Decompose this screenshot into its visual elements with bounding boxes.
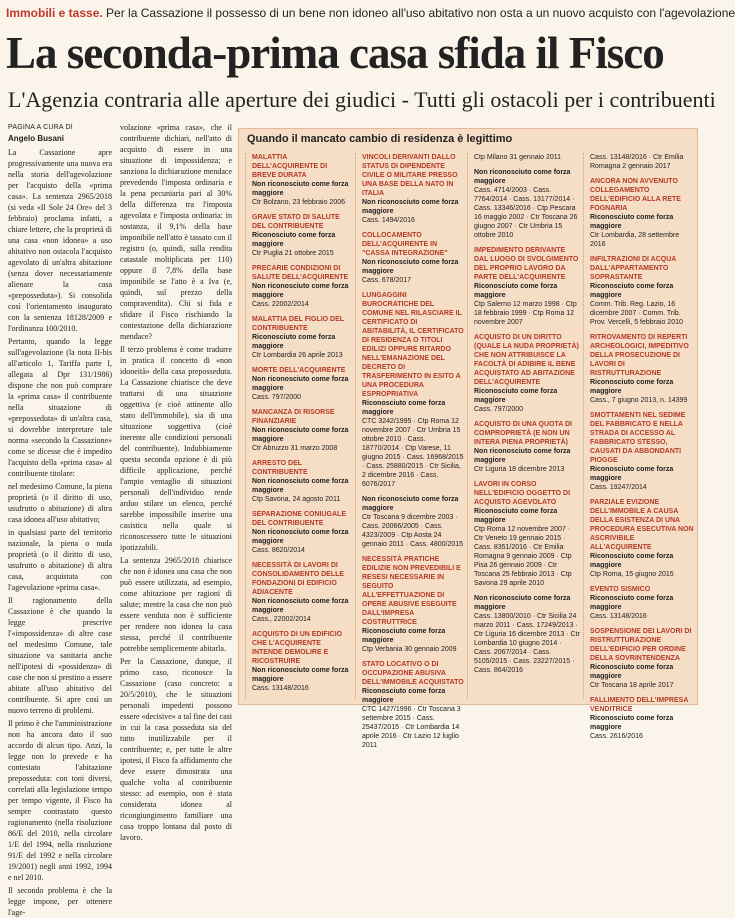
ruling-title: MALATTIA DEL FIGLIO DEL CONTRIBUENTE [252, 316, 344, 332]
ruling-title: SEPARAZIONE CONIUGALE DEL CONTRIBUENTE [252, 511, 346, 527]
kicker-tag: Immobili e tasse. [6, 6, 103, 20]
ruling-entry [474, 594, 580, 675]
ruling-entry [252, 264, 352, 309]
ruling-references: Cass. 13148/2016 [252, 685, 309, 692]
ruling-title: EVENTO SISMICO [590, 586, 651, 593]
ruling-entry [362, 495, 464, 549]
ruling-references: Ctp Savona, 24 agosto 2011 [252, 496, 341, 503]
ruling-entry [590, 498, 694, 579]
ruling-entry [474, 153, 580, 162]
ruling-entry [252, 561, 352, 624]
ruling-references: Cass. 13800/2010 · Ctr Sicilia 24 marzo 2011 · Cass. 17249/2013 · Ctr Liguria 16 dicembre 2013 · Ctr Lombardia 10 giugno 2014 · Cass. 2067/2014 · Cass. 5105/2015 · Cass. 23227/2015 · Cass. 864/2016 [474, 613, 580, 674]
ruling-outcome: Riconosciuto come forza maggiore [362, 400, 446, 416]
ruling-title: ARRESTO DEL CONTRIBUENTE [252, 460, 308, 476]
headline: La seconda-prima casa sfida il Fisco [6, 28, 664, 78]
box-column [467, 153, 580, 699]
ruling-outcome: Riconosciuto come forza maggiore [362, 628, 446, 644]
ruling-outcome: Riconosciuto come forza maggiore [590, 283, 674, 299]
ruling-references: Ctr Lombardia 26 aprile 2013 [252, 352, 343, 359]
ruling-entry [252, 213, 352, 258]
ruling-references: Cass. 19247/2014 [590, 484, 647, 491]
ruling-outcome: Non riconosciuto come forza maggiore [362, 199, 459, 215]
ruling-outcome: Riconosciuto come forza maggiore [590, 553, 674, 569]
ruling-title: ACQUISTO DI UN EDIFICIO CHE L'ACQUIRENTE INTENDE DEMOLIRE E RICOSTRUIRE [252, 631, 343, 665]
article-paragraph: La Cassazione apre progressivamente una nuova era nella storia dell'agevolazione per l'acquisto della «prima casa». La sentenza 2965/2018 (si veda «Il Sole 24 Ore» del 3 febbraio) proclama infatti, a chiare lettere, che la proprietà di una casa «non idonea» a uso abitativo non ostacola l'acquisto agevolato di un'altra abitazione (senza dover necessariamente alienare la casa «preposseduta»). Si consolida così l'orientamento inaugurato con la sentenza 18128/2009 e l'ordinanza 100/2010. [8, 148, 112, 333]
ruling-title: NECESSITÀ PRATICHE EDILIZIE NON PREVEDIBILI E RESESI NECESSARIE IN SEGUITO ALL'EFFETTUAZIONE DI OPERE ABUSIVE ESEGUITE DALL'IMPRESA COSTRUTTRICE [362, 556, 461, 626]
ruling-title: RITROVAMENTO DI REPERTI ARCHEOLOGICI, IMPEDITIVO DELLA PROSECUZIONE DI LAVORI DI RISTRUTTURAZIONE [590, 334, 689, 377]
ruling-references: CTC 1427/1996 · Ctr Toscana 3 settembre 2015 · Cass. 25437/2015 · Ctr Lombardia 14 aprile 2016 · Ctr Lazio 12 luglio 2011 [362, 706, 461, 749]
ruling-outcome: Riconosciuto come forza maggiore [590, 214, 674, 230]
ruling-title: PARZIALE EVIZIONE DELL'IMMOBILE A CAUSA DELLA ESISTENZA DI UNA PROCEDURA ESECUTIVA NON ASCRIVIBILE ALL'ACQUIRENTE [590, 499, 694, 551]
ruling-outcome: Non riconosciuto come forza maggiore [252, 667, 349, 683]
ruling-title: ACQUISTO DI UN DIRITTO (QUALE LA NUDA PROPRIETÀ) CHE NON ATTRIBUISCE LA FACOLTÀ DI ADIBIRE IL BENE ACQUISTATO AD ABITAZIONE DELL'ACQUIRENTE [474, 334, 579, 386]
ruling-entry [252, 408, 352, 453]
ruling-references: Cass. 4714/2003 · Cass. 7764/2014 · Cass. 13177/2014 · Cass. 13346/2016 · Ctp Pescara 16 maggio 2002 · Ctr Toscana 26 giugno 2007 · Ctr Umbria 15 ottobre 2010 [474, 187, 578, 239]
ruling-title: VINCOLI DERIVANTI DALLO STATUS DI DIPENDENTE CIVILE O MILITARE PRESSO UNA BASE DELLA NATO IN ITALIA [362, 154, 458, 197]
ruling-outcome: Riconosciuto come forza maggiore [252, 232, 336, 248]
ruling-outcome: Non riconosciuto come forza maggiore [362, 259, 459, 275]
box-column [245, 153, 352, 699]
ruling-entry [590, 696, 694, 741]
sidebar-box [238, 128, 698, 749]
article-paragraph: Il primo è che l'amministrazione non ha ancora dato il suo accordo di alcun tipo. Anzi, la legge non lo prevede e ha contestato l'abitazione preposseduta: con toni diversi, correlati alla legislazione tempo per tempo vigente, il Fisco ha sempre contrastato questo ragionamento (nella risoluzione 86/E del 2010, nella circolare 1/E del 1994, nella risoluzione 91/E del 1992 e nella circolare 19/2001) negli anni 1992, 1994 e nel 2010. [8, 719, 112, 882]
article-paragraph: nel medesimo Comune, la piena proprietà (o il diritto di uso, usufrutto o abitazione) di altra casa idonea all'uso abitativo; [8, 482, 112, 524]
ruling-title: SOSPENSIONE DEI LAVORI DI RISTRUTTURAZIONE DELL'EDIFICIO PER ORDINE DELLA SOVRINTENDENZA [590, 628, 692, 662]
ruling-title: SMOTTAMENTI NEL SEDIME DEL FABBRICATO E NELLA STRADA DI ACCESSO AL FABBRICATO STESSO, CAUSATI DA ABBONDANTI PIOGGE [590, 412, 686, 464]
ruling-references: Ctp Roma, 15 giugno 2015 [590, 571, 674, 578]
ruling-outcome: Riconosciuto come forza maggiore [474, 388, 558, 404]
ruling-references: Cass. 1494/2016 [362, 217, 415, 224]
ruling-title: COLLOCAMENTO DELL'ACQUIRENTE IN "CASSA INTEGRAZIONE" [362, 232, 448, 257]
ruling-outcome: Riconosciuto come forza maggiore [474, 283, 558, 299]
ruling-references: Ctr Puglia 21 ottobre 2015 [252, 250, 334, 257]
ruling-references: Ctr Toscana 9 dicembre 2003 · Cass. 20066/2005 · Cass. 4323/2009 · Ctp Aosta 24 gennaio 2011 · Cass. 4800/2015 [362, 514, 464, 548]
ruling-title: PRECARIE CONDIZIONI DI SALUTE DELL'ACQUIRENTE [252, 265, 349, 281]
ruling-references: Cass., 7 giugno 2013, n. 14399 [590, 397, 688, 404]
ruling-title: ACQUISTO DI UNA QUOTA DI COMPROPRIETÀ (E NON UN INTERA PIENA PROPRIETÀ) [474, 421, 572, 446]
ruling-entry [590, 585, 694, 621]
ruling-outcome: Riconosciuto come forza maggiore [590, 379, 674, 395]
ruling-outcome: Non riconosciuto come forza maggiore [474, 595, 571, 611]
ruling-references: Ctr Lombardia, 28 settembre 2016 [590, 232, 680, 248]
subhead: L'Agenzia contraria alle aperture dei giudici - Tutti gli ostacoli per i contribuenti [8, 87, 716, 112]
ruling-references: Comm. Trib. Reg. Lazio, 16 dicembre 2007 · Comm. Trib. Prov. Vercelli, 5 febbraio 2010 [590, 301, 683, 326]
ruling-outcome: Non riconosciuto come forza maggiore [474, 448, 571, 464]
ruling-entry [252, 630, 352, 693]
box-title: Quando il mancato cambio di residenza è legittimo [247, 133, 513, 145]
ruling-title: NECESSITÀ DI LAVORI DI CONSOLIDAMENTO DELLE FONDAZIONI DI EDIFICIO ADIACENTE [252, 562, 345, 596]
ruling-entry [590, 153, 694, 171]
article-column-1 [8, 122, 112, 917]
ruling-outcome: Riconosciuto come forza maggiore [362, 688, 446, 704]
ruling-entry [252, 315, 352, 360]
ruling-references: Cass. 8620/2014 [252, 547, 305, 554]
ruling-references: Cass. 13148/2016 [590, 613, 647, 620]
ruling-title: MORTE DELL'ACQUIRENTE [252, 367, 346, 374]
ruling-entry [474, 333, 580, 414]
box-column [583, 153, 694, 740]
ruling-references: Ctr Bolzano, 23 febbraio 2006 [252, 199, 346, 206]
ruling-references: Cass., 22002/2014 [252, 616, 311, 623]
ruling-references: Ctp Verbania 30 gennaio 2009 [362, 646, 457, 653]
article-text-1 [8, 147, 112, 918]
ruling-outcome: Riconosciuto come forza maggiore [474, 508, 558, 524]
ruling-outcome: Non riconosciuto come forza maggiore [252, 529, 349, 545]
ruling-title: GRAVE STATO DI SALUTE DEL CONTRIBUENTE [252, 214, 340, 230]
article-paragraph: volazione «prima casa», che il contribuente dichiari, nell'atto di acquisto di essere in una situazione di impossidenza; e sanziona la dichiarazione mendace prevedendo l'imposta ordinaria e la pena pecuniaria pari al 30% della differenza tra l'imposta agevolata e l'imposta ordinaria: in sostanza, il 9,1% della base imponibile nell'atto è tassato con il registro (o, quindi, sulla rendita catastale moltiplicata per 110) oppure il 7,8% della base imponibile se l'atto è a Iva (e, quindi, sul prezzo della compravendita). Chi si fida e sfidare il Fisco rischiando la contestazione della dichiarazione mendace? [120, 123, 232, 341]
ruling-references: Ctr Liguria 18 dicembre 2013 [474, 466, 565, 473]
ruling-entry [252, 459, 352, 504]
ruling-outcome: Riconosciuto come forza maggiore [590, 664, 674, 680]
article-paragraph: Il terzo problema è come tradurre in pratica il concetto di «non idoneità» della casa preposseduta. La Cassazione chiarisce che deve trattarsi di una situazione oggettiva (e cioè attinente allo stato dell'immobile), sia di una situazione soggettiva (cioè inerente alle condizioni personali del contribuente). Indubbiamente questa seconda opzione è di più difficile applicazione, perché l'ampio ventaglio di situazioni personali dell'individuo rende arduo stilare un elenco, perché sarebbe impossibile inserire una casistica nella quale si riconoscessero tutte le situazioni ipotizzabili. [120, 345, 232, 552]
ruling-entry [252, 510, 352, 555]
ruling-entry [252, 153, 352, 207]
ruling-references: Cass. 797/2000 [474, 406, 524, 413]
ruling-outcome: Non riconosciuto come forza maggiore [252, 598, 349, 614]
article-paragraph: Per la Cassazione, dunque, il primo caso, riconosce la Cassazione (caso concreto: a 20/5/2010), che le situazioni personali impedenti possono essere «decisive» a tal fine dei casi in cui la casa posseduta sia del tutto inutilizzabile per il contribuente; e, per tutte le altre ipotesi, il Fisco fa affidamento che deve essere dimostrata una qualche volta al contribuente stesso: ad esempio, non è stata considerata idonea al ricongiungimento familiare una casa troppo lontana dal posto di lavoro. [120, 657, 232, 842]
ruling-outcome: Non riconosciuto come forza maggiore [252, 478, 349, 494]
ruling-references: Ctp Salerno 12 marzo 1998 · Ctp 18 febbraio 1999 · Ctp Roma 12 novembre 2007 [474, 301, 577, 326]
ruling-entry [362, 231, 464, 285]
ruling-entry [362, 291, 464, 489]
ruling-title: MALATTIA DELL'ACQUIRENTE DI BREVE DURATA [252, 154, 328, 179]
ruling-outcome: Riconosciuto come forza maggiore [590, 595, 674, 611]
byline-label: PAGINA A CURA DI [8, 124, 73, 131]
byline-name: Angelo Busani [8, 134, 65, 143]
ruling-entry [590, 627, 694, 690]
kicker [6, 6, 735, 20]
ruling-references: Cass. 13148/2016 · Ctr Emilia Romagna 2 gennaio 2017 [590, 154, 684, 170]
article-paragraph: Il secondo problema è che la legge impone, per ottenere l'age- [8, 886, 112, 917]
article-column-2 [120, 122, 232, 842]
ruling-entry [362, 153, 464, 225]
ruling-entry [590, 333, 694, 405]
ruling-references: Cass. 797/2000 [252, 394, 302, 401]
ruling-title: STATO LOCATIVO O DI OCCUPAZIONE ABUSIVA DELL'IMMOBILE ACQUISTATO [362, 661, 464, 686]
ruling-title: FALLIMENTO DELL'IMPRESA VENDITRICE [590, 697, 689, 713]
article-paragraph: Pertanto, quando la legge sull'agevolazione (la nota II-bis all'articolo 1, Tariffa parte I, allegata al Dpr 131/1986) dispone che non può comprare la «prima casa» il contribuente nella situazione di «preposseduta» di un'altra casa, si dovrebbe interpretare tale norma «secondo la Cassazione» come se dicesse che è impedito l'acquisto della «prima casa» al contribuente titolare: [8, 337, 112, 478]
ruling-outcome: Non riconosciuto come forza maggiore [252, 376, 349, 392]
article-paragraph: Il ragionamento della Cassazione è che quando la legge prescrive l'«impossidenza» di altre case nel medesimo Comune, tale situazione va sanitaria anche nell'ipotesi di «possidenza» di case che non si prestino a essere abitate all'uso abitativo del contribuente. Si apre così un nuovo terreno di problemi. [8, 596, 112, 715]
ruling-outcome: Riconosciuto come forza maggiore [252, 334, 336, 350]
ruling-references: Ctr Abruzzo 31 marzo 2008 [252, 445, 338, 452]
article-paragraph: in qualsiasi parte del territorio nazionale, la piena o nuda proprietà (o il diritto di uso, usufrutto o abitazione) di altra casa, acquistata con l'agevolazione «prima casa». [8, 528, 112, 592]
ruling-entry [590, 255, 694, 327]
ruling-entry [590, 411, 694, 492]
ruling-references: Cass. 2616/2016 [590, 733, 643, 740]
ruling-title: MANCANZA DI RISORSE FINANZIARIE [252, 409, 335, 425]
ruling-references: Ctp Milano 31 gennaio 2011 [474, 154, 562, 161]
ruling-entry [474, 480, 580, 588]
ruling-outcome: Non riconosciuto come forza maggiore [252, 181, 349, 197]
ruling-title: INFILTRAZIONI DI ACQUA DALL'APPARTAMENTO SOPRASTANTE [590, 256, 677, 281]
ruling-outcome: Non riconosciuto come forza maggiore [252, 283, 349, 299]
ruling-references: Ctp Roma 12 novembre 2007 · Ctr Veneto 19 gennaio 2015 · Cass. 8351/2016 · Ctr Emilia Romagna 9 gennaio 2009 · Ctp Pisa 26 gennaio 2009 · Ctr Toscana 25 febbraio 2013 · Ctp Savona 29 aprile 2010 [474, 526, 572, 587]
ruling-references: Cass. 678/2017 [362, 277, 412, 284]
ruling-entry [362, 660, 464, 750]
ruling-entry [590, 177, 694, 249]
ruling-title: LUNGAGGINI BUROCRATICHE DEL COMUNE NEL RILASCIARE IL CERTIFICATO DI ABITABILITÀ, IL CERTIFICATO DI RESIDENZA O TITOLI EDILIZI OPPURE RITARDO NELL'EMANAZIONE DEL DECRETO DI TRASFERIMENTO IN ESITO A UNA PROCEDURA ESPROPRIATIVA [362, 292, 464, 398]
ruling-entry [474, 420, 580, 474]
box-column [355, 153, 464, 749]
ruling-references: CTC 3242/1995 · Ctp Roma 12 novembre 2007 · Ctr Umbria 15 ottobre 2010 · Cass. 18770/2014 · Ctp Varese, 11 giugno 2015 · Cass. 16968/2015 · Cass. 25880/2015 · Ctr Sicilia, 2 dicembre 2016 · Cass. 6076/2017 [362, 418, 464, 488]
ruling-outcome: Riconosciuto come forza maggiore [590, 715, 674, 731]
ruling-entry [252, 366, 352, 402]
ruling-outcome: Riconosciuto come forza maggiore [590, 466, 674, 482]
ruling-outcome: Non riconosciuto come forza maggiore [474, 169, 571, 185]
kicker-text: Per la Cassazione il possesso di un bene non idoneo all'uso abitativo non osta a un nuovo acquisto con l'agevolazione [106, 6, 735, 20]
ruling-entry [474, 168, 580, 240]
ruling-references: Ctr Toscana 18 aprile 2017 [590, 682, 674, 689]
ruling-entry [362, 555, 464, 654]
ruling-title: LAVORI IN CORSO NELL'EDIFICIO OGGETTO DI ACQUISTO AGEVOLATO [474, 481, 571, 506]
ruling-title: IMPEDIMENTO DERIVANTE DAL LUOGO DI SVOLGIMENTO DEL PROPRIO LAVORO DA PARTE DELL'ACQUIRENTE [474, 247, 579, 281]
ruling-outcome: Non riconosciuto come forza maggiore [252, 427, 349, 443]
ruling-entry [474, 246, 580, 327]
ruling-title: ANCORA NON AVVENUTO COLLEGAMENTO DELL'EDIFICIO ALLA RETE FOGNARIA [590, 178, 681, 212]
article-paragraph: La sentenza 2965/2018 chiarisce che non è idonea una casa che non può essere utilizzata, ad esempio, come abitazione per ragioni di salute; mentre la casa che non può essere venduta non è sufficiente per rendere non idonea la casa stessa, perché il contribuente potrebbe semplicemente abitarla. [120, 556, 232, 653]
ruling-outcome: Non riconosciuto come forza maggiore [362, 496, 459, 512]
ruling-references: Cass. 22002/2014 [252, 301, 309, 308]
